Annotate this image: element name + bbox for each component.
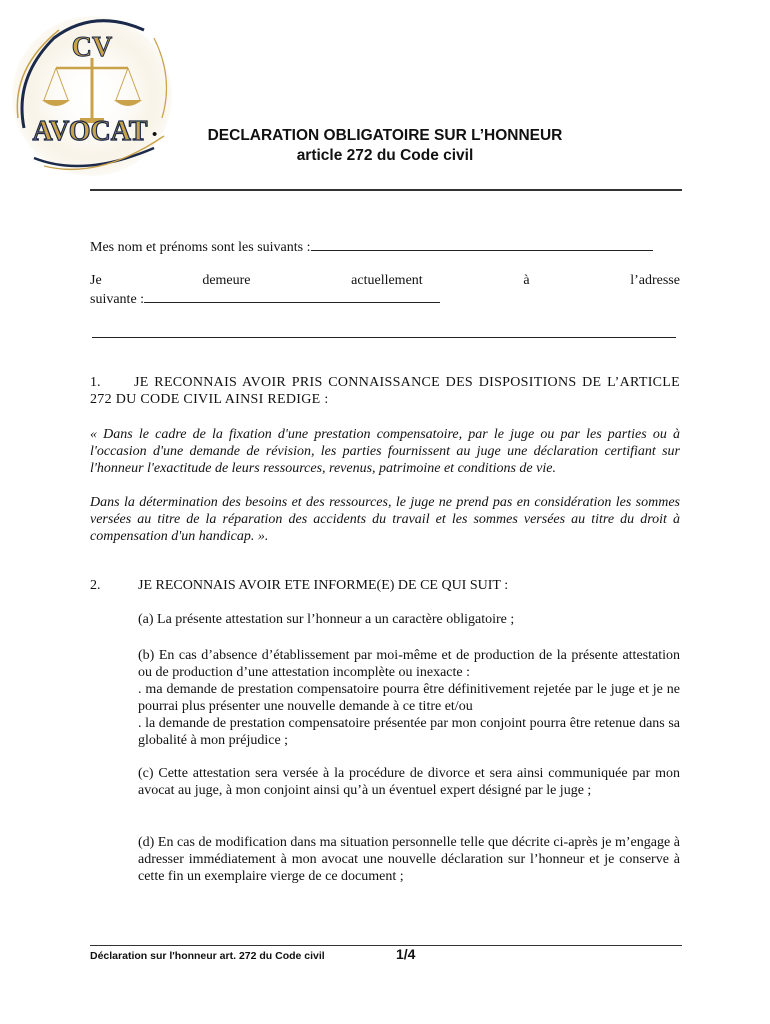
footer-label: Déclaration sur l'honneur art. 272 du Code civil bbox=[90, 950, 325, 962]
footer-divider bbox=[90, 945, 682, 946]
address-word: actuellement bbox=[351, 273, 423, 288]
item-b-point-2: . la demande de prestation compensatoire présentée par mon conjoint pourra être retenue dans sa globalité à mon préjudice ; bbox=[138, 716, 680, 748]
page-number: 1/4 bbox=[396, 946, 416, 962]
title-block bbox=[152, 126, 610, 166]
item-b bbox=[138, 647, 680, 749]
address-field-line-2[interactable] bbox=[92, 337, 676, 338]
logo-monogram: CV bbox=[71, 32, 113, 63]
article-quote-p1: « Dans le cadre de la fixation d'une prestation compensatoire, par le juge ou par les parties ou à l'occasion d'une demande de révision, les parties fournissent au juge une déclaration certifiant sur l'honneur l'exactitude de leurs ressources, revenus, patrimoine et conditions de vie. bbox=[90, 427, 680, 476]
header-divider bbox=[90, 189, 682, 191]
address-word: à bbox=[523, 273, 530, 288]
address-row bbox=[90, 273, 680, 289]
bullet-icon: • bbox=[152, 126, 158, 143]
article-quote-p2: Dans la détermination des besoins et des ressources, le juge ne prend pas en considération les sommes versées au titre de la réparation des accidents du travail et les sommes versées au titre du droit à compensation d'un handicap. ». bbox=[90, 495, 680, 544]
item-d: (d) En cas de modification dans ma situation personnelle telle que décrite ci-après je m’engage à adresser immédiatement à mon avocat une nouvelle déclaration sur l’honneur et je conserve à cette fin un exemplaire vierge de ce document ; bbox=[138, 835, 680, 884]
document-subtitle: article 272 du Code civil bbox=[296, 147, 474, 164]
address-label: suivante : bbox=[90, 292, 145, 307]
names-field[interactable] bbox=[311, 238, 653, 251]
address-row-2 bbox=[90, 290, 440, 308]
item-a: (a) La présente attestation sur l’honneur a un caractère obligatoire ; bbox=[138, 612, 515, 627]
address-word: Je bbox=[90, 273, 102, 288]
names-row bbox=[90, 238, 653, 256]
address-word: l’adresse bbox=[630, 273, 680, 288]
section2-number: 2. bbox=[90, 578, 101, 593]
document-title: DECLARATION OBLIGATOIRE SUR L’HONNEUR bbox=[207, 127, 563, 144]
section1-heading: 1. JE RECONNAIS AVOIR PRIS CONNAISSANCE DES DISPOSITIONS DE L’ARTICLE 272 DU CODE CIVIL AINSI REDIGE : bbox=[90, 375, 680, 407]
logo-word: AVOCAT bbox=[32, 116, 148, 147]
address-field[interactable] bbox=[144, 290, 440, 303]
item-c: (c) Cette attestation sera versée à la procédure de divorce et sera ainsi communiquée par mon avocat au juge, à mon conjoint ainsi qu’à un éventuel expert désigné par le juge ; bbox=[138, 766, 680, 798]
names-label: Mes nom et prénoms sont les suivants : bbox=[90, 240, 311, 255]
section1-number: 1. bbox=[90, 375, 101, 390]
address-word: demeure bbox=[202, 273, 251, 288]
item-b-intro: (b) En cas d’absence d’établissement par moi-même et de production de la présente attestation ou de production d’une attestation incomplète ou inexacte : bbox=[138, 648, 680, 680]
section2-heading: 2. JE RECONNAIS AVOIR ETE INFORME(E) DE CE QUI SUIT : bbox=[90, 578, 509, 593]
item-b-point-1: . ma demande de prestation compensatoire pourra être définitivement rejetée par le juge et je ne pourrai plus présenter une nouvelle demande à ce titre et/ou bbox=[138, 682, 680, 714]
avocat-logo bbox=[4, 8, 176, 176]
